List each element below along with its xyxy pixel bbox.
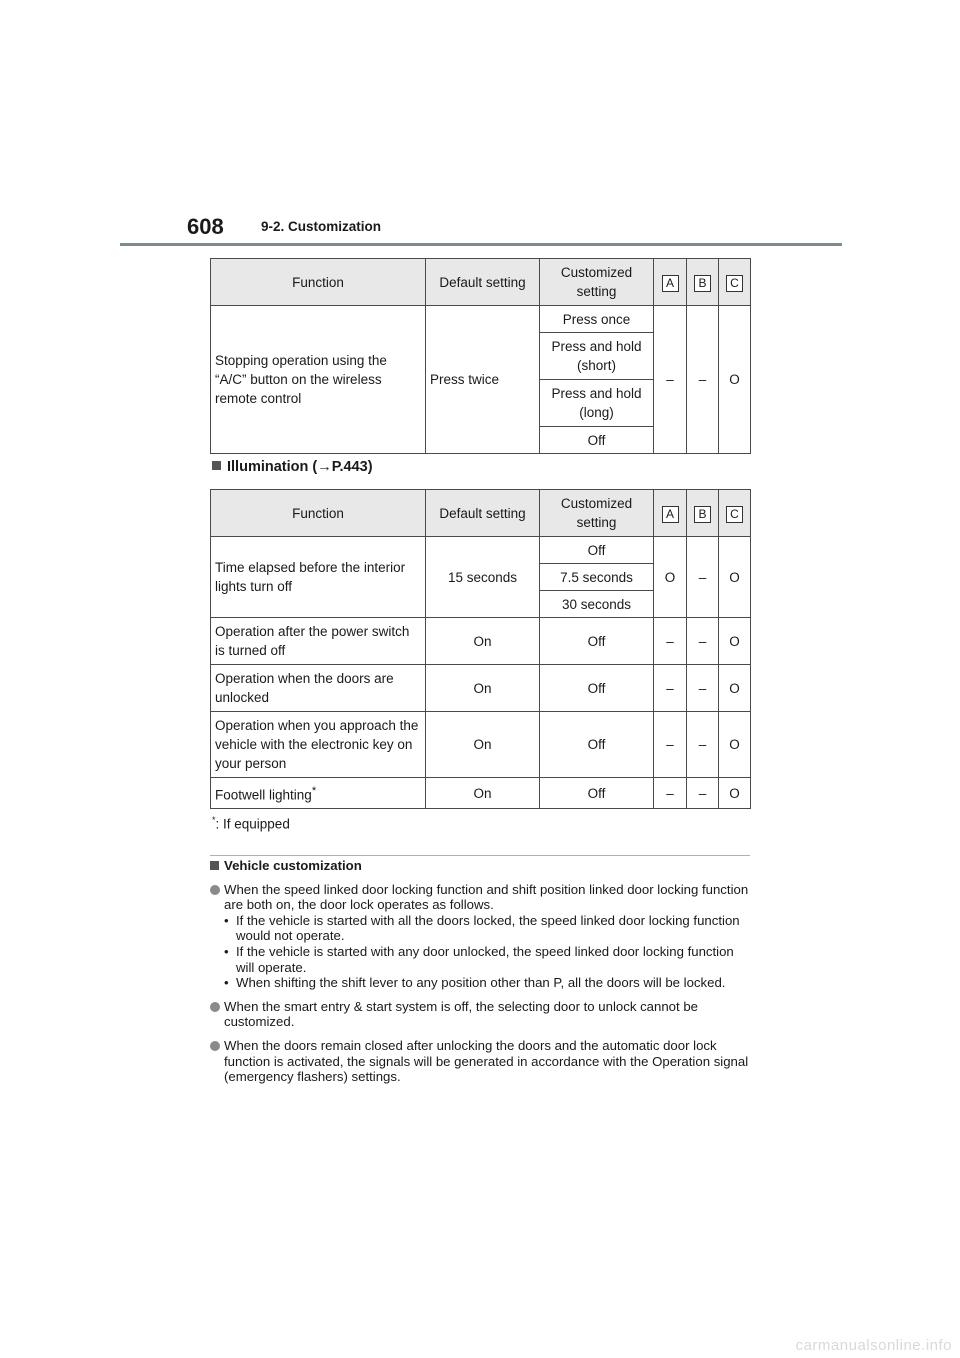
custom-cell: Off xyxy=(540,665,654,712)
footnote-marker: * xyxy=(311,784,317,797)
note-subitem-text: When shifting the shift lever to any position other than P, all the doors will be locked. xyxy=(236,975,726,991)
table-row xyxy=(211,778,751,809)
illumination-settings-table xyxy=(210,489,751,809)
note-item xyxy=(210,999,750,1030)
col-header-a xyxy=(654,490,687,537)
col-header-c xyxy=(719,490,751,537)
a-cell: – xyxy=(654,306,687,454)
circle-bullet-icon xyxy=(210,999,224,1009)
b-cell: – xyxy=(687,712,719,778)
table-row xyxy=(211,618,751,665)
section-title: 9-2. Customization xyxy=(261,219,382,234)
notes-rule xyxy=(210,855,750,856)
bullet-icon: • xyxy=(224,975,229,991)
default-cell: 15 seconds xyxy=(426,537,540,618)
col-header-customized: Customized setting xyxy=(540,490,654,537)
label-b: B xyxy=(694,506,711,523)
a-cell: – xyxy=(654,618,687,665)
table-row xyxy=(211,537,751,564)
col-header-b xyxy=(687,490,719,537)
circle-bullet-icon xyxy=(210,1038,224,1048)
watermark: carmanualsonline.info xyxy=(795,1337,952,1354)
b-cell: – xyxy=(687,665,719,712)
label-b: B xyxy=(694,275,711,292)
col-header-default: Default setting xyxy=(426,259,540,306)
bullet-icon: • xyxy=(224,943,229,959)
c-cell: O xyxy=(719,712,751,778)
option-cell: Press once xyxy=(540,306,654,333)
custom-cell: Off xyxy=(540,778,654,809)
note-subitem xyxy=(210,975,750,991)
note-item xyxy=(210,882,750,913)
a-cell: – xyxy=(654,665,687,712)
notes-heading-text: Vehicle customization xyxy=(224,858,362,873)
c-cell: O xyxy=(719,537,751,618)
note-subitem-text: If the vehicle is started with any door unlocked, the speed linked door locking function will operate. xyxy=(236,943,734,975)
footnote-marker: * xyxy=(212,815,216,825)
square-bullet-icon xyxy=(212,461,221,470)
function-cell: Operation when you approach the vehicle with the electronic key on your person xyxy=(211,712,426,778)
option-cell: 7.5 seconds xyxy=(540,564,654,591)
note-subitem xyxy=(210,944,750,975)
note-text: When the doors remain closed after unlocking the doors and the automatic door lock function is activated, the signals will be generated in accordance with the Operation signal (emergency flashers) settings. xyxy=(224,1037,749,1085)
notes-heading xyxy=(210,858,750,874)
table-row xyxy=(211,665,751,712)
label-c: C xyxy=(726,275,743,292)
page-number: 608 xyxy=(187,214,224,239)
table-header-row xyxy=(211,490,751,537)
label-a: A xyxy=(662,275,679,292)
b-cell: – xyxy=(687,306,719,454)
note-text: When the smart entry & start system is off, the selecting door to unlock cannot be customized. xyxy=(224,998,699,1030)
default-cell: On xyxy=(426,618,540,665)
c-cell: O xyxy=(719,778,751,809)
option-cell: Off xyxy=(540,537,654,564)
col-header-c xyxy=(719,259,751,306)
illumination-heading-text: Illumination (→P.443) xyxy=(227,459,373,475)
function-cell: Stopping operation using the “A/C” button on the wireless remote control xyxy=(211,306,426,454)
custom-cell: Off xyxy=(540,618,654,665)
a-cell: O xyxy=(654,537,687,618)
b-cell: – xyxy=(687,778,719,809)
bullet-icon: • xyxy=(224,912,229,928)
header-rule xyxy=(120,243,842,246)
label-c: C xyxy=(726,506,743,523)
note-item xyxy=(210,1038,750,1085)
a-cell: – xyxy=(654,778,687,809)
function-cell: Time elapsed before the interior lights turn off xyxy=(211,537,426,618)
b-cell: – xyxy=(687,618,719,665)
table-row xyxy=(211,712,751,778)
footnote xyxy=(212,815,290,832)
square-bullet-icon xyxy=(210,861,219,870)
illumination-heading xyxy=(212,459,373,475)
col-header-a xyxy=(654,259,687,306)
notes-section xyxy=(210,858,750,1085)
default-cell: Press twice xyxy=(426,306,540,454)
circle-bullet-icon xyxy=(210,882,224,892)
function-cell: Operation when the doors are unlocked xyxy=(211,665,426,712)
c-cell: O xyxy=(719,618,751,665)
col-header-default: Default setting xyxy=(426,490,540,537)
option-cell: 30 seconds xyxy=(540,591,654,618)
col-header-b xyxy=(687,259,719,306)
a-cell: – xyxy=(654,712,687,778)
default-cell: On xyxy=(426,665,540,712)
note-subitem xyxy=(210,913,750,944)
custom-cell: Off xyxy=(540,712,654,778)
note-subitem-text: If the vehicle is started with all the doors locked, the speed linked door locking function would not operate. xyxy=(236,912,740,944)
option-cell: Off xyxy=(540,427,654,454)
footnote-text: : If equipped xyxy=(215,816,290,832)
function-cell xyxy=(211,778,426,809)
option-cell: Press and hold (long) xyxy=(540,380,654,427)
col-header-function: Function xyxy=(211,259,426,306)
default-cell: On xyxy=(426,778,540,809)
col-header-function: Function xyxy=(211,490,426,537)
table-header-row xyxy=(211,259,751,306)
col-header-customized: Customized setting xyxy=(540,259,654,306)
footwell-label: Footwell lighting xyxy=(215,787,312,803)
function-cell: Operation after the power switch is turned off xyxy=(211,618,426,665)
label-a: A xyxy=(662,506,679,523)
note-text: When the speed linked door locking function and shift position linked door locking function are both on, the door lock operates as follows. xyxy=(224,881,749,913)
b-cell: – xyxy=(687,537,719,618)
c-cell: O xyxy=(719,306,751,454)
option-cell: Press and hold (short) xyxy=(540,333,654,380)
table-row xyxy=(211,306,751,333)
ac-button-settings-table xyxy=(210,258,751,454)
c-cell: O xyxy=(719,665,751,712)
default-cell: On xyxy=(426,712,540,778)
